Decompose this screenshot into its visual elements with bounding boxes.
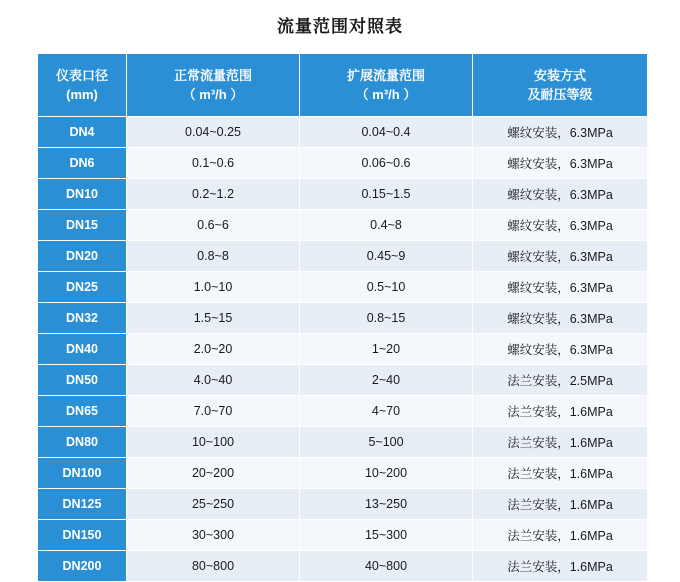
- cell-installation: 螺纹安装，6.3MPa: [473, 210, 648, 241]
- cell-diameter: DN25: [38, 272, 127, 303]
- cell-extended-flow: 10~200: [300, 458, 473, 489]
- cell-installation: 螺纹安装，6.3MPa: [473, 334, 648, 365]
- table-header: [38, 54, 648, 117]
- cell-extended-flow: 0.06~0.6: [300, 148, 473, 179]
- cell-normal-flow: 1.5~15: [127, 303, 300, 334]
- cell-normal-flow: 20~200: [127, 458, 300, 489]
- table-header-row: [38, 54, 648, 117]
- column-header-installation-line1: 安装方式: [533, 68, 586, 83]
- table-row: [38, 117, 648, 148]
- table-row: [38, 272, 648, 303]
- cell-normal-flow: 25~250: [127, 489, 300, 520]
- cell-diameter: DN65: [38, 396, 127, 427]
- column-header-normal-flow: [127, 54, 300, 117]
- cell-installation: 法兰安装，1.6MPa: [473, 396, 648, 427]
- table-row: [38, 148, 648, 179]
- column-header-extended-flow: [300, 54, 473, 117]
- cell-extended-flow: 2~40: [300, 365, 473, 396]
- cell-normal-flow: 4.0~40: [127, 365, 300, 396]
- cell-diameter: DN4: [38, 117, 127, 148]
- cell-extended-flow: 1~20: [300, 334, 473, 365]
- cell-diameter: DN40: [38, 334, 127, 365]
- cell-installation: 法兰安装，1.6MPa: [473, 458, 648, 489]
- cell-extended-flow: 0.45~9: [300, 241, 473, 272]
- flow-range-table-container: [37, 53, 643, 582]
- cell-extended-flow: 15~300: [300, 520, 473, 551]
- table-row: [38, 458, 648, 489]
- cell-normal-flow: 0.8~8: [127, 241, 300, 272]
- cell-normal-flow: 0.1~0.6: [127, 148, 300, 179]
- cell-installation: 法兰安装，1.6MPa: [473, 551, 648, 582]
- cell-diameter: DN32: [38, 303, 127, 334]
- cell-diameter: DN10: [38, 179, 127, 210]
- cell-installation: 法兰安装，1.6MPa: [473, 427, 648, 458]
- cell-extended-flow: 0.04~0.4: [300, 117, 473, 148]
- cell-extended-flow: 0.15~1.5: [300, 179, 473, 210]
- cell-diameter: DN20: [38, 241, 127, 272]
- cell-extended-flow: 0.8~15: [300, 303, 473, 334]
- cell-diameter: DN50: [38, 365, 127, 396]
- table-row: [38, 303, 648, 334]
- cell-extended-flow: 13~250: [300, 489, 473, 520]
- cell-diameter: DN125: [38, 489, 127, 520]
- cell-normal-flow: 7.0~70: [127, 396, 300, 427]
- table-body: [38, 117, 648, 582]
- cell-normal-flow: 0.04~0.25: [127, 117, 300, 148]
- cell-normal-flow: 80~800: [127, 551, 300, 582]
- column-header-diameter-line2: (mm): [66, 87, 98, 102]
- cell-diameter: DN150: [38, 520, 127, 551]
- cell-diameter: DN100: [38, 458, 127, 489]
- table-row: [38, 551, 648, 582]
- column-header-normal-flow-line1: 正常流量范围: [173, 68, 252, 83]
- cell-normal-flow: 30~300: [127, 520, 300, 551]
- column-header-installation-line2: 及耐压等级: [527, 87, 593, 102]
- cell-installation: 螺纹安装，6.3MPa: [473, 179, 648, 210]
- table-row: [38, 520, 648, 551]
- cell-normal-flow: 2.0~20: [127, 334, 300, 365]
- cell-normal-flow: 1.0~10: [127, 272, 300, 303]
- cell-extended-flow: 0.4~8: [300, 210, 473, 241]
- table-row: [38, 241, 648, 272]
- cell-extended-flow: 0.5~10: [300, 272, 473, 303]
- cell-installation: 法兰安装，2.5MPa: [473, 365, 648, 396]
- cell-normal-flow: 0.6~6: [127, 210, 300, 241]
- cell-installation: 法兰安装，1.6MPa: [473, 489, 648, 520]
- cell-extended-flow: 4~70: [300, 396, 473, 427]
- cell-diameter: DN15: [38, 210, 127, 241]
- flow-range-table: [37, 53, 648, 582]
- page-title: 流量范围对照表: [277, 17, 403, 36]
- cell-extended-flow: 40~800: [300, 551, 473, 582]
- column-header-installation: [473, 54, 648, 117]
- cell-diameter: DN6: [38, 148, 127, 179]
- column-header-diameter-line1: 仪表口径: [55, 68, 108, 83]
- cell-installation: 螺纹安装，6.3MPa: [473, 303, 648, 334]
- column-header-extended-flow-line1: 扩展流量范围: [346, 68, 425, 83]
- cell-installation: 螺纹安装，6.3MPa: [473, 148, 648, 179]
- table-row: [38, 489, 648, 520]
- cell-extended-flow: 5~100: [300, 427, 473, 458]
- table-row: [38, 179, 648, 210]
- column-header-diameter: [38, 54, 127, 117]
- cell-normal-flow: 10~100: [127, 427, 300, 458]
- cell-installation: 螺纹安装，6.3MPa: [473, 272, 648, 303]
- cell-installation: 螺纹安装，6.3MPa: [473, 117, 648, 148]
- cell-diameter: DN80: [38, 427, 127, 458]
- cell-normal-flow: 0.2~1.2: [127, 179, 300, 210]
- table-row: [38, 210, 648, 241]
- table-row: [38, 365, 648, 396]
- column-header-extended-flow-line2: （ m³/h ）: [355, 87, 417, 102]
- cell-installation: 法兰安装，1.6MPa: [473, 520, 648, 551]
- table-row: [38, 427, 648, 458]
- column-header-normal-flow-line2: （ m³/h ）: [182, 87, 244, 102]
- table-row: [38, 334, 648, 365]
- table-row: [38, 396, 648, 427]
- cell-diameter: DN200: [38, 551, 127, 582]
- cell-installation: 螺纹安装，6.3MPa: [473, 241, 648, 272]
